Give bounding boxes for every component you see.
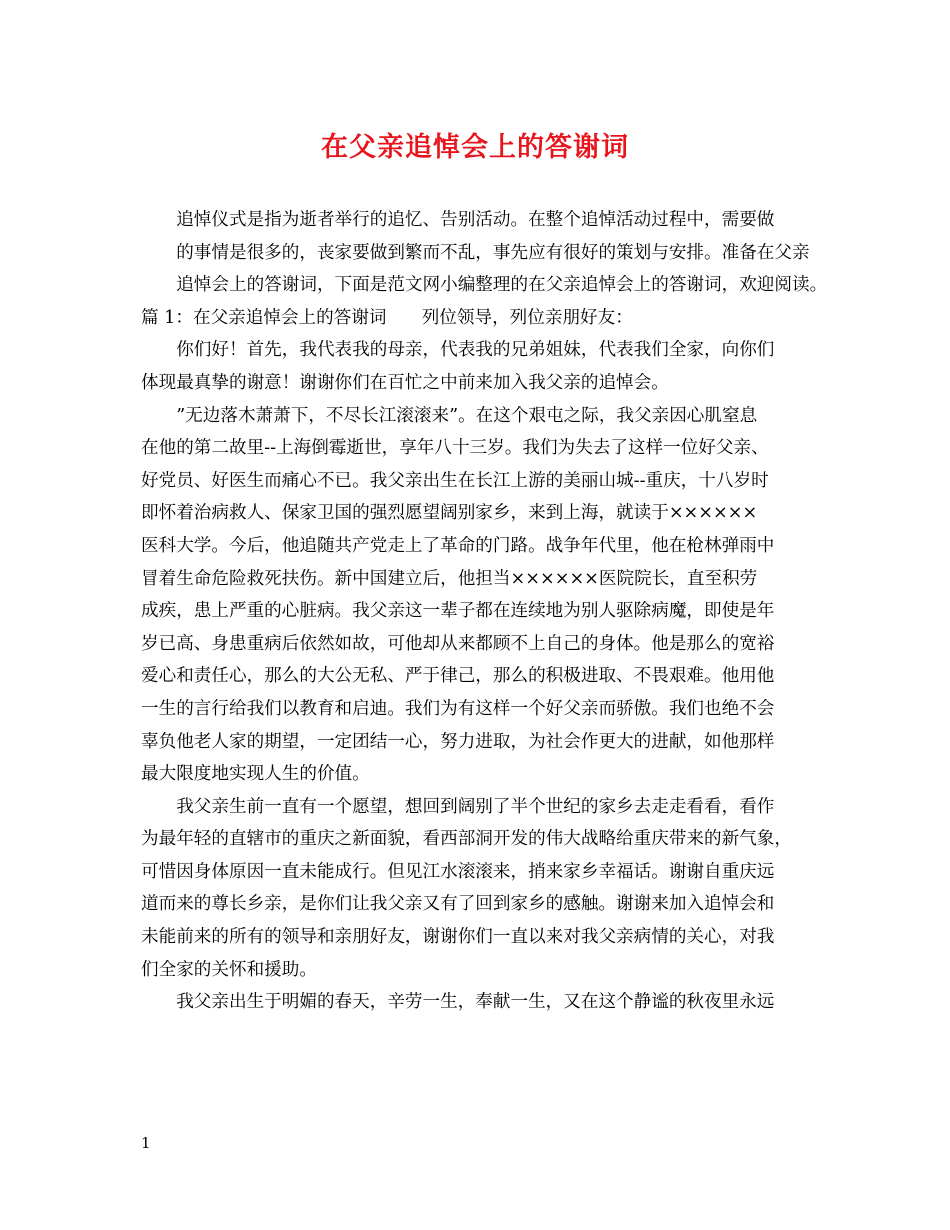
body-line: 爱心和责任心，那么的大公无私、严于律己，那么的积极进取、不畏艰难。他用他 (141, 666, 775, 687)
paragraph-hometown (141, 791, 813, 987)
body-line: 追悼会上的答谢词，下面是范文网小编整理的在父亲追悼会上的答谢词，欢迎阅读。 (176, 275, 828, 296)
paragraph-heading (141, 302, 813, 335)
body-line: 医科大学。今后，他追随共产党走上了革命的门路。战争年代里，他在枪林弹雨中 (141, 535, 775, 556)
body-line: 我父亲出生于明媚的春天，辛劳一生，奉献一生，又在这个静谧的秋夜里永远 (176, 992, 775, 1013)
paragraph-intro (141, 204, 828, 302)
body-line: 们全家的关怀和援助。 (141, 959, 317, 980)
body-line: 辜负他老人家的期望，一定团结一心，努力进取，为社会作更大的进献，如他那样 (141, 731, 775, 752)
body-line: 岁已高、身患重病后依然如故，可他却从来都顾不上自己的身体。他是那么的宽裕 (141, 633, 775, 654)
body-line: 即怀着治病救人、保家卫国的强烈愿望阔别家乡，来到上海，就读于×××××× (141, 503, 758, 524)
body-line: 追悼仪式是指为逝者举行的追忆、告别活动。在整个追悼活动过程中，需要做 (176, 210, 775, 230)
body-line: 在他的第二故里--上海倒霉逝世，享年八十三岁。我们为失去了这样一位好父亲、 (141, 438, 769, 459)
body-line: 你们好！首先，我代表我的母亲，代表我的兄弟姐妹，代表我们全家，向你们 (176, 340, 775, 361)
paragraph-closing (141, 986, 813, 1019)
page-number: 1 (141, 1134, 151, 1152)
paragraph-thanks (141, 334, 813, 399)
body-line: 可惜因身体原因一直未能成行。但见江水滚滚来，捎来家乡幸福话。谢谢自重庆远 (141, 861, 775, 882)
body-line: 为最年轻的直辖市的重庆之新面貌，看西部洞开发的伟大战略给重庆带来的新气象， (141, 829, 792, 850)
body-line: 未能前来的所有的领导和亲朋好友，谢谢你们一直以来对我父亲病情的关心，对我 (141, 927, 775, 948)
paragraph-biography (141, 400, 813, 791)
body-line: 冒着生命危险救死扶伤。新中国建立后，他担当××××××医院院长，直至积劳 (141, 568, 758, 589)
body-line: 体现最真挚的谢意！谢谢你们在百忙之中前来加入我父亲的追悼会。 (141, 372, 669, 393)
body-line: 成疾，患上严重的心脏病。我父亲这一辈子都在连续地为别人驱除病魔，即使是年 (141, 601, 775, 622)
body-line: 道而来的尊长乡亲，是你们让我父亲又有了回到家乡的感触。谢谢来加入追悼会和 (141, 894, 775, 915)
body-line: 篇 1：在父亲追悼会上的答谢词 列位领导，列位亲朋好友： (141, 307, 633, 328)
body-line: 最大限度地实现人生的价值。 (141, 764, 370, 785)
body-line: ”无边落木萧萧下，不尽长江滚滚来”。在这个艰屯之际，我父亲因心肌窒息 (176, 405, 758, 426)
body-line: 一生的言行给我们以教育和启迪。我们为有这样一个好父亲而骄傲。我们也绝不会 (141, 698, 775, 719)
body-line: 的事情是很多的，丧家要做到繁而不乱，事先应有很好的策划与安排。准备在父亲 (176, 242, 810, 263)
body-line: 我父亲生前一直有一个愿望，想回到阔别了半个世纪的家乡去走走看看，看作 (176, 796, 775, 817)
document-body (141, 204, 828, 1019)
body-line: 好党员、好医生而痛心不已。我父亲出生在长江上游的美丽山城--重庆，十八岁时 (141, 470, 769, 491)
document-title: 在父亲追悼会上的答谢词 (321, 132, 629, 163)
